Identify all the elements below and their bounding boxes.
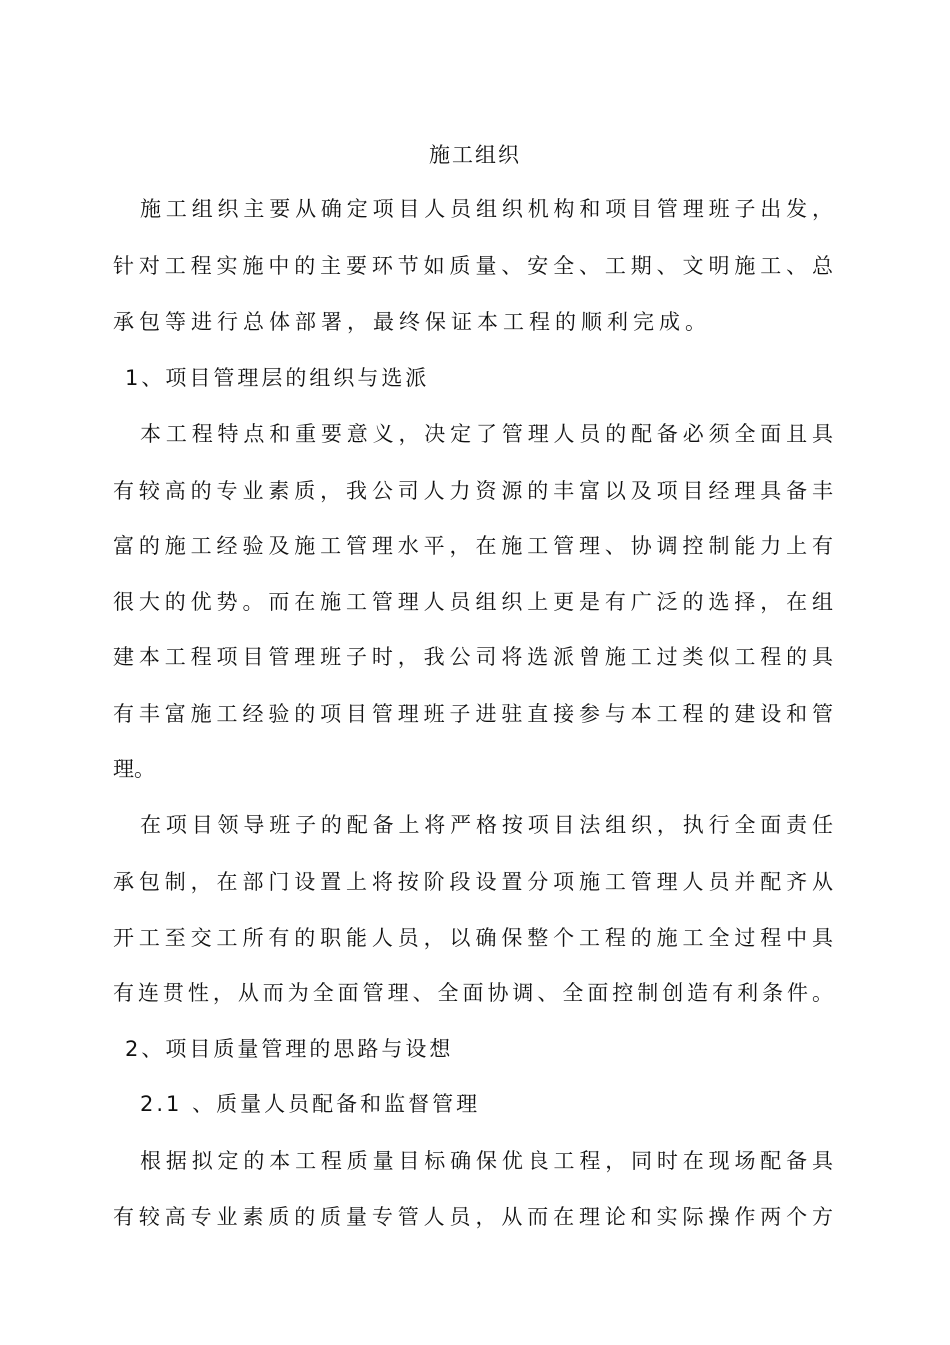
section-heading: 2、项目质量管理的思路与设想 — [125, 1037, 454, 1061]
paragraph-line: 根据拟定的本工程质量目标确保优良工程，同时在现场配备具 — [140, 1149, 833, 1173]
paragraph-line: 在项目领导班子的配备上将严格按项目法组织，执行全面责任 — [140, 813, 833, 837]
paragraph-line: 建本工程项目管理班子时，我公司将选派曾施工过类似工程的具 — [113, 645, 833, 669]
paragraph-line: 承包制，在部门设置上将按阶段设置分项施工管理人员并配齐从 — [113, 870, 833, 894]
document-title: 施工组织 — [429, 143, 521, 167]
paragraph-line: 理。 — [113, 757, 155, 781]
paragraph-line: 很大的优势。而在施工管理人员组织上更是有广泛的选择，在组 — [113, 590, 833, 614]
paragraph-line: 施工组织主要从确定项目人员组织机构和项目管理班子出发， — [140, 197, 833, 221]
paragraph-line: 针对工程实施中的主要环节如质量、安全、工期、文明施工、总 — [113, 254, 833, 278]
paragraph-line: 富的施工经验及施工管理水平，在施工管理、协调控制能力上有 — [113, 534, 833, 558]
section-heading: 1、项目管理层的组织与选派 — [125, 366, 430, 390]
paragraph-line: 开工至交工所有的职能人员，以确保整个工程的施工全过程中具 — [113, 926, 833, 950]
paragraph-line: 有较高专业素质的质量专管人员，从而在理论和实际操作两个方 — [113, 1205, 833, 1229]
paragraph-line: 有连贯性，从而为全面管理、全面协调、全面控制创造有利条件。 — [113, 981, 833, 1005]
paragraph-line: 承包等进行总体部署，最终保证本工程的顺利完成。 — [113, 310, 711, 334]
paragraph-line: 本工程特点和重要意义，决定了管理人员的配备必须全面且具 — [140, 422, 833, 446]
subsection-heading: 2.1 、质量人员配备和监督管理 — [140, 1092, 481, 1116]
paragraph-line: 有较高的专业素质，我公司人力资源的丰富以及项目经理具备丰 — [113, 479, 833, 503]
paragraph-line: 有丰富施工经验的项目管理班子进驻直接参与本工程的建设和管 — [113, 702, 833, 726]
